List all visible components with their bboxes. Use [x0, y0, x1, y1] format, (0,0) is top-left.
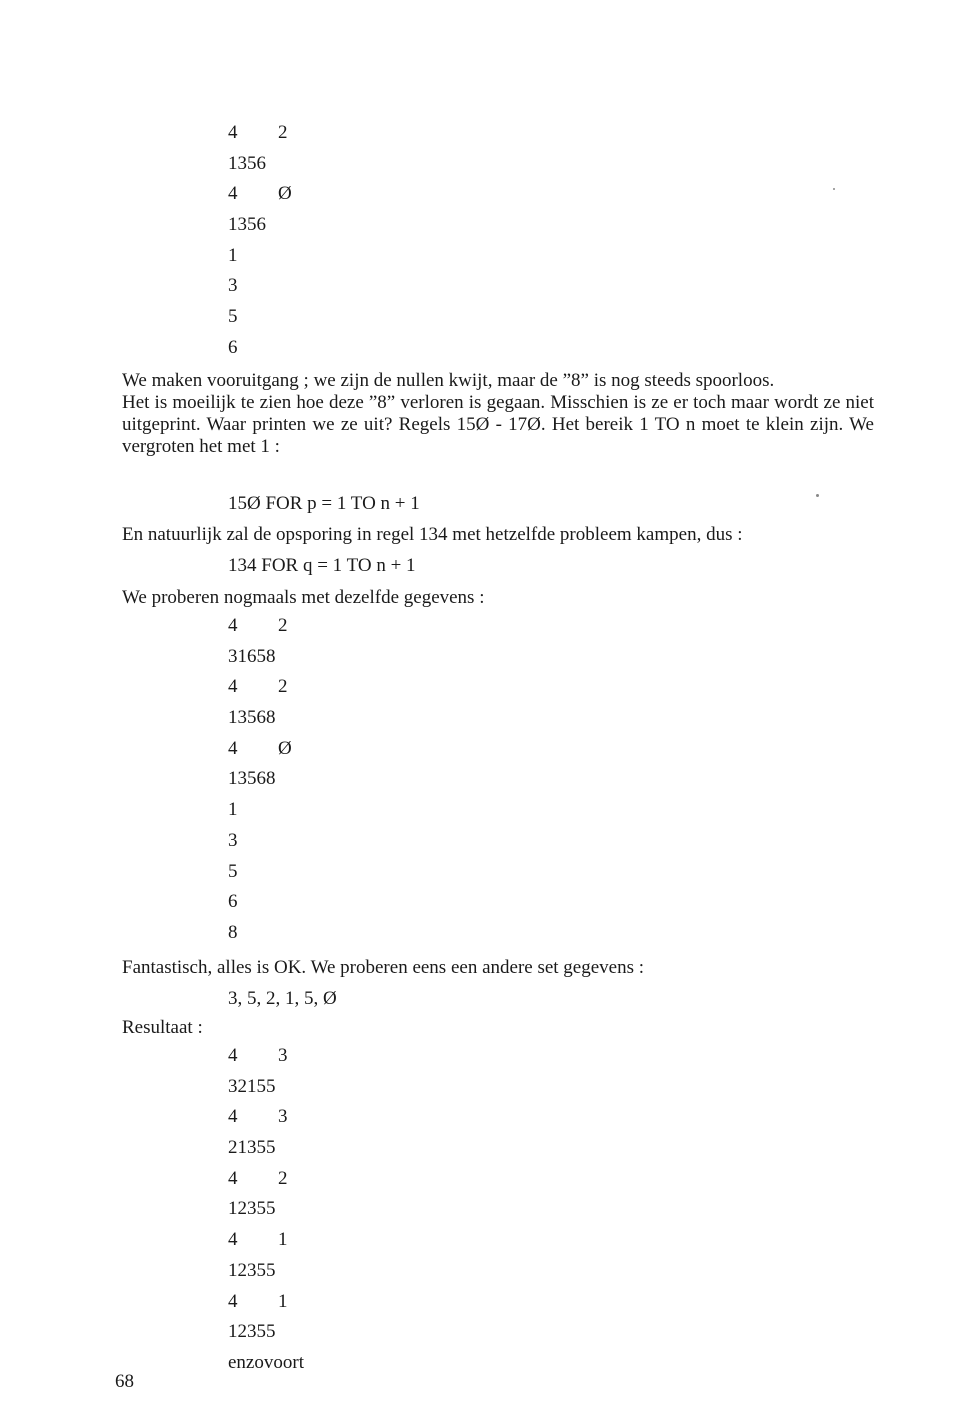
output-row — [228, 333, 292, 364]
paragraph-1: We maken vooruitgang ; we zijn de nullen kwijt, maar de ”8” is nog steeds spoorloos. — [122, 370, 775, 391]
output-value-second: 3 — [278, 1045, 288, 1066]
output-row — [228, 1041, 304, 1072]
code-line-150: 15Ø FOR p = 1 TO n + 1 — [228, 493, 420, 514]
output-value: 8 — [228, 921, 238, 943]
output-value: 1356 — [228, 152, 266, 174]
output-value: 4 — [228, 615, 238, 636]
output-block-3 — [228, 1041, 304, 1379]
output-value: 12355 — [228, 1259, 276, 1281]
output-row — [228, 1317, 304, 1348]
output-row — [228, 1225, 304, 1256]
output-row — [228, 764, 292, 795]
output-row — [228, 118, 292, 149]
page-number: 68 — [115, 1371, 134, 1392]
output-value: 13568 — [228, 707, 276, 729]
output-row — [228, 672, 292, 703]
data-line: 3, 5, 2, 1, 5, Ø — [228, 988, 337, 1009]
output-row — [228, 795, 292, 826]
output-row — [228, 1164, 304, 1195]
output-value: 4 — [228, 737, 238, 759]
paragraph-progress — [122, 370, 874, 458]
output-row — [228, 611, 292, 642]
output-value: 6 — [228, 891, 238, 913]
output-row — [228, 1287, 304, 1318]
output-value: 12355 — [228, 1321, 276, 1343]
output-value: 5 — [228, 306, 238, 328]
output-value: 6 — [228, 336, 238, 358]
output-value: 1 — [228, 244, 238, 266]
paragraph-5: Fantastisch, alles is OK. We proberen eens een andere set gegevens : — [122, 957, 645, 978]
output-row — [228, 642, 292, 673]
speck-mark — [833, 188, 835, 190]
output-value: 1356 — [228, 214, 266, 236]
output-value: 3 — [228, 275, 238, 297]
output-row — [228, 1256, 304, 1287]
output-value-second: 2 — [278, 676, 288, 698]
output-value: enzovoort — [228, 1351, 304, 1373]
output-value-second: 1 — [278, 1290, 288, 1312]
output-value: 32155 — [228, 1075, 276, 1097]
output-row — [228, 302, 292, 333]
output-value: 12355 — [228, 1198, 276, 1220]
output-row — [228, 734, 292, 765]
output-value: 4 — [228, 1229, 238, 1251]
output-row — [228, 918, 292, 949]
output-value: 5 — [228, 860, 238, 882]
paragraph-2: Het is moeilijk te zien hoe deze ”8” verloren is gegaan. Misschien is ze er toch maar wordt ze niet uitgeprint. Waar printen we ze uit? Regels 15Ø - 17Ø. Het bereik 1 TO n moet te klein zijn. We vergroten het met 1 : — [122, 392, 874, 457]
speck-mark — [816, 494, 819, 497]
output-value-second: Ø — [278, 737, 292, 759]
output-row — [228, 271, 292, 302]
paragraph-6: Resultaat : — [122, 1017, 203, 1038]
output-row — [228, 857, 292, 888]
output-row — [228, 149, 292, 180]
output-row — [228, 703, 292, 734]
output-value: 4 — [228, 1167, 238, 1189]
output-value: 1 — [228, 799, 238, 821]
output-row — [228, 1133, 304, 1164]
output-row — [228, 179, 292, 210]
output-value-second: 2 — [278, 122, 288, 143]
output-row — [228, 887, 292, 918]
output-value-second: 3 — [278, 1106, 288, 1128]
output-value-second: 2 — [278, 615, 288, 636]
output-value: 4 — [228, 1045, 238, 1066]
output-value-second: 2 — [278, 1167, 288, 1189]
output-value-second: 1 — [278, 1229, 288, 1251]
output-value: 4 — [228, 676, 238, 698]
output-block-2 — [228, 611, 292, 949]
paragraph-3: En natuurlijk zal de opsporing in regel 134 met hetzelfde probleem kampen, dus : — [122, 524, 743, 545]
output-value: 13568 — [228, 768, 276, 790]
output-row — [228, 1072, 304, 1103]
output-row — [228, 1348, 304, 1379]
paragraph-4: We proberen nogmaals met dezelfde gegevens : — [122, 587, 485, 608]
output-value: 4 — [228, 122, 238, 143]
output-value-second: Ø — [278, 183, 292, 205]
output-value: 4 — [228, 1290, 238, 1312]
code-line-134: 134 FOR q = 1 TO n + 1 — [228, 555, 416, 576]
output-row — [228, 1194, 304, 1225]
output-value: 31658 — [228, 645, 276, 667]
output-value: 21355 — [228, 1137, 276, 1159]
output-block-1 — [228, 118, 292, 364]
output-value: 4 — [228, 1106, 238, 1128]
output-value: 4 — [228, 183, 238, 205]
output-value: 3 — [228, 829, 238, 851]
output-row — [228, 826, 292, 857]
output-row — [228, 241, 292, 272]
output-row — [228, 1102, 304, 1133]
output-row — [228, 210, 292, 241]
